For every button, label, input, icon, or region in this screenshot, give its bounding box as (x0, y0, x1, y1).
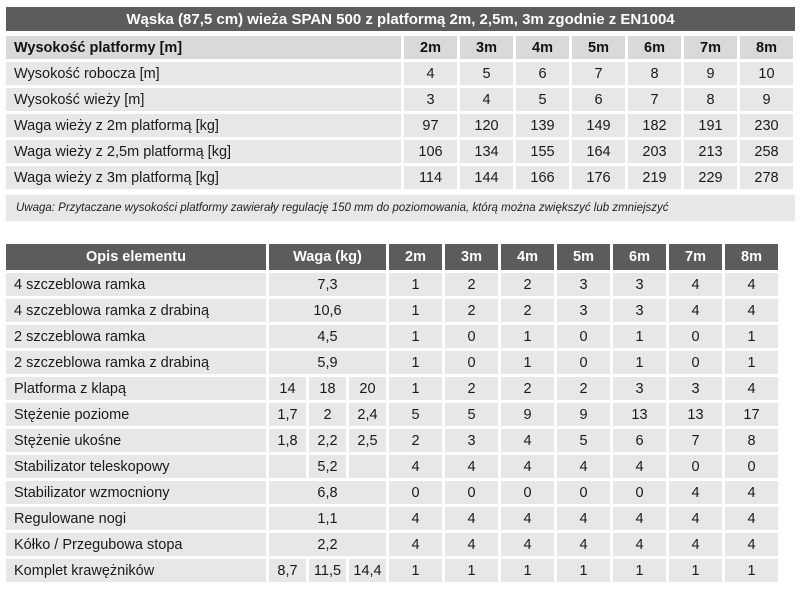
table-cell: 10 (740, 62, 793, 85)
quantity-cell: 1 (725, 351, 778, 374)
component-name: Stężenie ukośne (6, 429, 266, 452)
quantity-cell: 2 (445, 377, 498, 400)
weight-cell: 4,5 (269, 325, 386, 348)
table-cell: 8 (684, 88, 737, 111)
quantity-cell: 9 (501, 403, 554, 426)
quantity-cell: 4 (725, 481, 778, 504)
table-cell: 166 (516, 166, 569, 189)
table-row (6, 559, 778, 582)
quantity-cell: 1 (501, 559, 554, 582)
quantity-cell: 2 (501, 299, 554, 322)
table-cell: 155 (516, 140, 569, 163)
quantity-cell: 1 (445, 559, 498, 582)
component-name: Stabilizator teleskopowy (6, 455, 266, 478)
weight-cell: 2,2 (309, 429, 346, 452)
weight-cell: 10,6 (269, 299, 386, 322)
quantity-cell: 3 (445, 429, 498, 452)
quantity-cell: 2 (445, 299, 498, 322)
quantity-cell: 4 (669, 481, 722, 504)
quantity-cell: 4 (389, 455, 442, 478)
table-row (6, 140, 793, 163)
table-cell: 213 (684, 140, 737, 163)
quantity-cell: 2 (501, 273, 554, 296)
quantity-cell: 0 (557, 325, 610, 348)
table-cell: 106 (404, 140, 457, 163)
quantity-cell: 3 (557, 299, 610, 322)
quantity-cell: 4 (501, 507, 554, 530)
weight-cell: 2,4 (349, 403, 386, 426)
table-header-row (6, 244, 778, 270)
table-row (6, 166, 793, 189)
table-row (6, 351, 778, 374)
quantity-cell: 4 (445, 455, 498, 478)
table-cell: 229 (684, 166, 737, 189)
quantity-cell: 4 (613, 455, 666, 478)
table-cell: 4 (404, 62, 457, 85)
quantity-cell: 1 (613, 351, 666, 374)
quantity-cell: 4 (725, 299, 778, 322)
table-row (6, 403, 778, 426)
component-name: 4 szczeblowa ramka z drabiną (6, 299, 266, 322)
quantity-cell: 5 (557, 429, 610, 452)
table-row (6, 507, 778, 530)
quantity-cell: 2 (389, 429, 442, 452)
quantity-cell: 4 (725, 507, 778, 530)
weight-cell: 5,9 (269, 351, 386, 374)
column-header-description: Opis elementu (6, 244, 266, 270)
table-cell: 4 (460, 88, 513, 111)
tower-height-table (3, 33, 796, 192)
component-name: Komplet krawężników (6, 559, 266, 582)
quantity-cell: 4 (725, 377, 778, 400)
weight-cell: 14,4 (349, 559, 386, 582)
row-label: Waga wieży z 2,5m platformą [kg] (6, 140, 401, 163)
quantity-cell: 4 (445, 533, 498, 556)
column-header-height: 2m (404, 36, 457, 59)
table-cell: 97 (404, 114, 457, 137)
quantity-cell: 4 (445, 507, 498, 530)
component-name: 4 szczeblowa ramka (6, 273, 266, 296)
table-row (6, 533, 778, 556)
quantity-cell: 1 (389, 273, 442, 296)
quantity-cell: 1 (557, 559, 610, 582)
quantity-cell: 17 (725, 403, 778, 426)
column-header-height: 5m (572, 36, 625, 59)
quantity-cell: 3 (613, 273, 666, 296)
weight-cell (349, 455, 386, 478)
column-header-label: Wysokość platformy [m] (6, 36, 401, 59)
quantity-cell: 1 (613, 559, 666, 582)
quantity-cell: 1 (389, 377, 442, 400)
column-header-height: 5m (557, 244, 610, 270)
quantity-cell: 4 (669, 273, 722, 296)
quantity-cell: 3 (669, 377, 722, 400)
quantity-cell: 0 (669, 325, 722, 348)
quantity-cell: 7 (669, 429, 722, 452)
component-name: Regulowane nogi (6, 507, 266, 530)
quantity-cell: 4 (389, 533, 442, 556)
quantity-cell: 4 (669, 533, 722, 556)
quantity-cell: 1 (389, 325, 442, 348)
table-cell: 164 (572, 140, 625, 163)
quantity-cell: 1 (669, 559, 722, 582)
weight-cell: 1,1 (269, 507, 386, 530)
quantity-cell: 6 (613, 429, 666, 452)
quantity-cell: 0 (669, 351, 722, 374)
quantity-cell: 1 (389, 559, 442, 582)
table-cell: 6 (572, 88, 625, 111)
quantity-cell: 4 (557, 455, 610, 478)
component-name: Kółko / Przegubowa stopa (6, 533, 266, 556)
weight-cell: 18 (309, 377, 346, 400)
quantity-cell: 13 (669, 403, 722, 426)
table-cell: 149 (572, 114, 625, 137)
column-header-height: 6m (628, 36, 681, 59)
table-row (6, 455, 778, 478)
weight-cell: 2,5 (349, 429, 386, 452)
table-cell: 176 (572, 166, 625, 189)
quantity-cell: 0 (669, 455, 722, 478)
quantity-cell: 5 (389, 403, 442, 426)
column-header-height: 7m (684, 36, 737, 59)
component-name: Platforma z klapą (6, 377, 266, 400)
table-row (6, 377, 778, 400)
quantity-cell: 2 (557, 377, 610, 400)
weight-cell: 20 (349, 377, 386, 400)
table-cell: 230 (740, 114, 793, 137)
quantity-cell: 2 (445, 273, 498, 296)
quantity-cell: 0 (445, 351, 498, 374)
weight-cell: 2,2 (269, 533, 386, 556)
quantity-cell: 1 (725, 559, 778, 582)
note-text: Uwaga: Przytaczane wysokości platformy zawierały regulację 150 mm do poziomowania, którą można zwiększyć lub zmniejszyć (6, 195, 795, 221)
quantity-cell: 3 (557, 273, 610, 296)
weight-cell: 14 (269, 377, 306, 400)
table-cell: 120 (460, 114, 513, 137)
quantity-cell: 0 (445, 481, 498, 504)
quantity-cell: 8 (725, 429, 778, 452)
quantity-cell: 1 (725, 325, 778, 348)
table-row (6, 481, 778, 504)
weight-cell: 8,7 (269, 559, 306, 582)
quantity-cell: 4 (557, 507, 610, 530)
weight-cell: 2 (309, 403, 346, 426)
component-name: 2 szczeblowa ramka z drabiną (6, 351, 266, 374)
quantity-cell: 4 (725, 273, 778, 296)
quantity-cell: 4 (501, 429, 554, 452)
table-cell: 9 (740, 88, 793, 111)
table-cell: 7 (572, 62, 625, 85)
column-header-height: 8m (740, 36, 793, 59)
quantity-cell: 0 (501, 481, 554, 504)
quantity-cell: 1 (613, 325, 666, 348)
table-cell: 8 (628, 62, 681, 85)
column-header-height: 7m (669, 244, 722, 270)
table-cell: 191 (684, 114, 737, 137)
table-cell: 219 (628, 166, 681, 189)
component-name: Stabilizator wzmocniony (6, 481, 266, 504)
quantity-cell: 4 (501, 455, 554, 478)
quantity-cell: 4 (669, 299, 722, 322)
quantity-cell: 1 (501, 351, 554, 374)
quantity-cell: 3 (613, 299, 666, 322)
table-row (6, 273, 778, 296)
quantity-cell: 3 (613, 377, 666, 400)
column-header-height: 8m (725, 244, 778, 270)
quantity-cell: 4 (669, 507, 722, 530)
quantity-cell: 4 (389, 507, 442, 530)
column-header-height: 4m (501, 244, 554, 270)
table-row (6, 114, 793, 137)
quantity-cell: 0 (725, 455, 778, 478)
table-cell: 5 (460, 62, 513, 85)
weight-cell: 11,5 (309, 559, 346, 582)
weight-cell: 5,2 (309, 455, 346, 478)
weight-cell: 1,8 (269, 429, 306, 452)
quantity-cell: 4 (557, 533, 610, 556)
table-cell: 139 (516, 114, 569, 137)
quantity-cell: 4 (613, 533, 666, 556)
quantity-cell: 4 (613, 507, 666, 530)
quantity-cell: 5 (445, 403, 498, 426)
components-table (3, 241, 781, 585)
table-row (6, 325, 778, 348)
quantity-cell: 0 (557, 481, 610, 504)
weight-cell (269, 455, 306, 478)
table-cell: 6 (516, 62, 569, 85)
quantity-cell: 1 (389, 351, 442, 374)
quantity-cell: 0 (613, 481, 666, 504)
table-header-row (6, 36, 793, 59)
table-cell: 278 (740, 166, 793, 189)
table-cell: 3 (404, 88, 457, 111)
column-header-height: 3m (445, 244, 498, 270)
weight-cell: 1,7 (269, 403, 306, 426)
table-row (6, 299, 778, 322)
quantity-cell: 4 (501, 533, 554, 556)
component-name: Stężenie poziome (6, 403, 266, 426)
quantity-cell: 0 (445, 325, 498, 348)
column-header-height: 6m (613, 244, 666, 270)
table-cell: 114 (404, 166, 457, 189)
quantity-cell: 13 (613, 403, 666, 426)
table-row (6, 62, 793, 85)
table-cell: 203 (628, 140, 681, 163)
page-title: Wąska (87,5 cm) wieża SPAN 500 z platformą 2m, 2,5m, 3m zgodnie z EN1004 (6, 7, 795, 31)
column-header-weight: Waga (kg) (269, 244, 386, 270)
quantity-cell: 0 (389, 481, 442, 504)
table-cell: 144 (460, 166, 513, 189)
row-label: Wysokość robocza [m] (6, 62, 401, 85)
column-header-height: 3m (460, 36, 513, 59)
quantity-cell: 1 (389, 299, 442, 322)
quantity-cell: 0 (557, 351, 610, 374)
column-header-height: 2m (389, 244, 442, 270)
row-label: Wysokość wieży [m] (6, 88, 401, 111)
column-header-height: 4m (516, 36, 569, 59)
table-cell: 134 (460, 140, 513, 163)
table-cell: 182 (628, 114, 681, 137)
table-row (6, 88, 793, 111)
weight-cell: 7,3 (269, 273, 386, 296)
quantity-cell: 9 (557, 403, 610, 426)
table-cell: 5 (516, 88, 569, 111)
table-cell: 7 (628, 88, 681, 111)
table-row (6, 429, 778, 452)
row-label: Waga wieży z 2m platformą [kg] (6, 114, 401, 137)
quantity-cell: 4 (725, 533, 778, 556)
table-cell: 258 (740, 140, 793, 163)
quantity-cell: 1 (501, 325, 554, 348)
table-cell: 9 (684, 62, 737, 85)
row-label: Waga wieży z 3m platformą [kg] (6, 166, 401, 189)
weight-cell: 6,8 (269, 481, 386, 504)
quantity-cell: 2 (501, 377, 554, 400)
component-name: 2 szczeblowa ramka (6, 325, 266, 348)
